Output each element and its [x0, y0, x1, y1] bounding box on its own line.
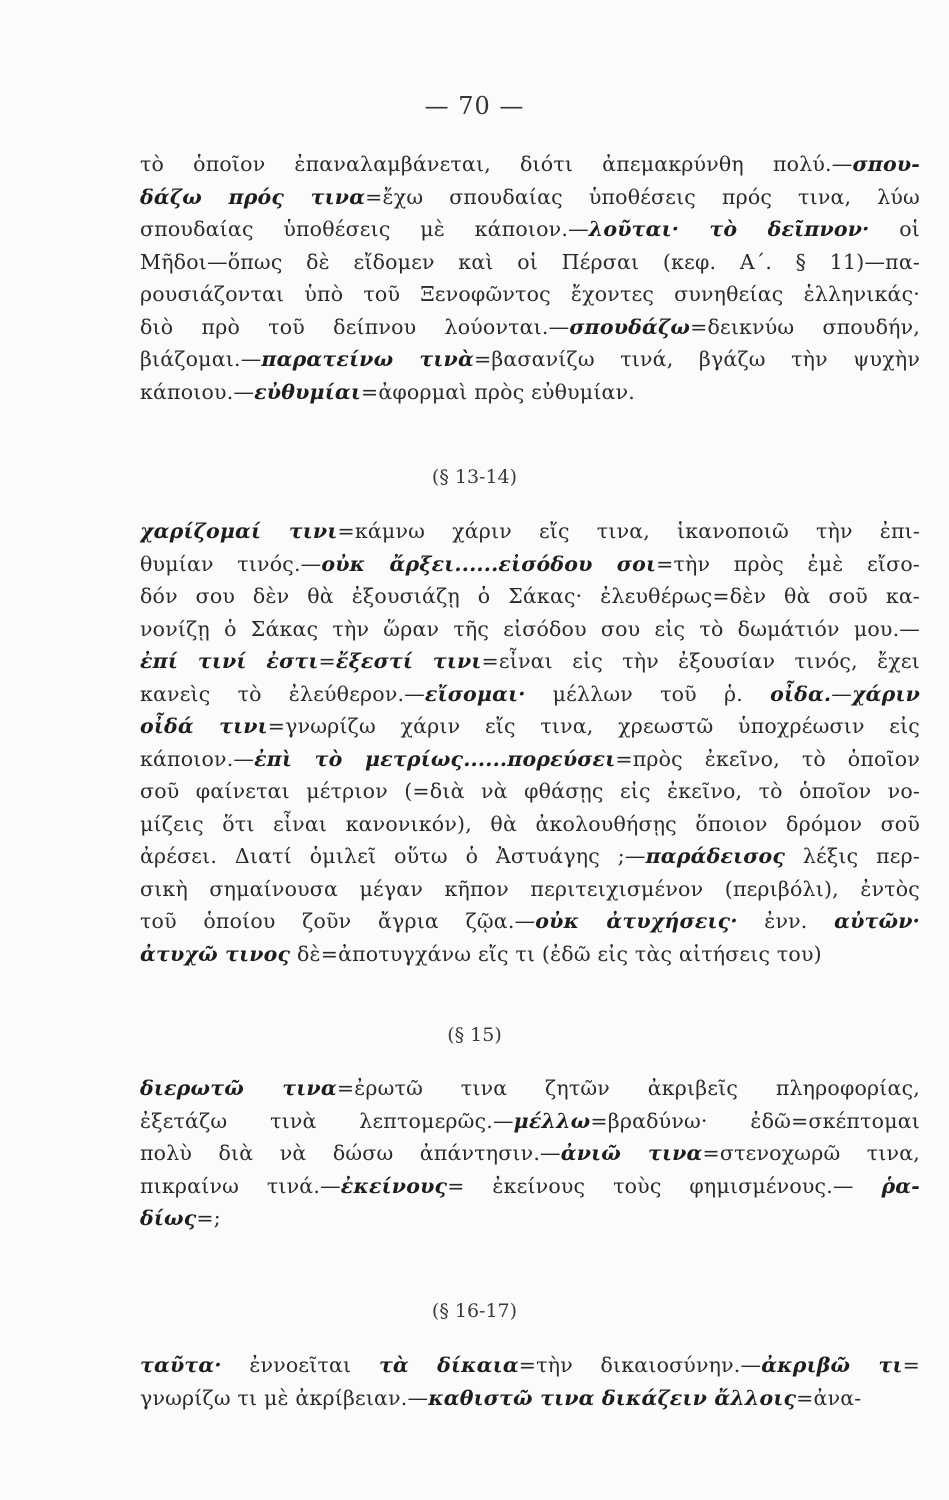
- gloss-text: σικὴ σημαίνουσα μέγαν κῆπον περιτειχισμένον (περιβόλι), ἐντὸς: [140, 876, 920, 901]
- gloss-text: =πρὸς ἐκεῖνο, τὸ ὁποῖον: [615, 746, 920, 771]
- text-line: [140, 1382, 920, 1415]
- text-line: [140, 548, 920, 581]
- text-line: [140, 905, 920, 938]
- headword: χαρίζομαί τινι: [140, 519, 338, 543]
- headword: εἴσομαι·: [424, 681, 526, 706]
- headword: σπου-: [852, 152, 920, 176]
- text-line: [140, 1105, 920, 1138]
- text-line: [140, 376, 920, 409]
- headword: ἀκριβῶ τι: [761, 1353, 903, 1377]
- text-line: [140, 278, 920, 311]
- gloss-text: τοῦ ὁποίου ζοῦν ἄγρια ζῷα.—: [140, 909, 536, 933]
- text-line: [140, 580, 920, 613]
- text-line: [140, 678, 920, 711]
- gloss-text: =γνωρίζω χάριν εἴς τινα, χρεωστῶ ὑποχρέωσιν εἰς: [267, 714, 920, 738]
- text-line: [140, 1170, 920, 1203]
- gloss-text: =: [902, 1353, 920, 1377]
- headword: αὐτῶν·: [834, 909, 920, 933]
- section-heading-16-17: (§ 16-17): [431, 1300, 518, 1322]
- text-line: [140, 1072, 920, 1105]
- headword: σπουδάζω: [569, 314, 691, 339]
- text-line: [140, 1202, 920, 1235]
- headword: χάριν: [851, 681, 920, 706]
- gloss-text: —: [831, 681, 852, 706]
- section-heading-13-14: (§ 13-14): [431, 466, 518, 488]
- gloss-text: λέξις περ-: [785, 844, 920, 868]
- headword: τὰ δίκαια: [378, 1353, 519, 1377]
- gloss-text: οἱ: [869, 217, 920, 241]
- text-line: [140, 873, 920, 906]
- gloss-text: =δεικνύω σπουδήν,: [690, 314, 920, 339]
- gloss-text: γνωρίζω τι μὲ ἀκρίβειαν.—: [140, 1385, 429, 1410]
- gloss-text: τὸ ὁποῖον ἐπαναλαμβάνεται, διότι ἀπεμακρύνθη πολύ.—: [140, 152, 853, 176]
- headword: δάζω πρός τινα: [140, 184, 366, 209]
- gloss-text: ἐξετάζω τινὰ λεπτομερῶς.—: [140, 1108, 514, 1133]
- gloss-text: =βασανίζω τινά, βγάζω τὴν ψυχὴν: [473, 347, 920, 371]
- headword: ἐπὶ τὸ μετρίως......πορεύσει: [254, 746, 616, 771]
- gloss-text: διὸ πρὸ τοῦ δείπνου λούονται.—: [140, 314, 570, 339]
- text-line: [140, 181, 920, 214]
- page-number: — 70 —: [424, 92, 525, 120]
- text-line: [140, 840, 920, 873]
- text-line: [140, 710, 920, 743]
- text-line: [140, 645, 920, 678]
- headword: ἐπί τινί ἐστι: [140, 649, 319, 673]
- text-line: [140, 515, 920, 548]
- section-heading-15: (§ 15): [447, 1024, 502, 1046]
- gloss-text: =ἐρωτῶ τινα ζητῶν ἀκριβεῖς πληροφορίας,: [336, 1076, 920, 1100]
- gloss-text: πικραίνω τινά.—: [140, 1173, 341, 1198]
- text-line: [140, 775, 920, 808]
- text-line: [140, 1349, 920, 1382]
- gloss-text: =βραδύνω· ἐδῶ=σκέπτομαι: [590, 1108, 920, 1133]
- gloss-text: ἀρέσει. Διατί ὁμιλεῖ οὕτω ὁ Ἀστυάγης ;—: [140, 844, 646, 868]
- headword: ῥα-: [881, 1173, 920, 1198]
- headword: καθιστῶ τινα δικάζειν ἄλλοις: [428, 1385, 797, 1410]
- headword: μέλλω: [513, 1108, 591, 1133]
- text-line: [140, 213, 920, 246]
- headword: ἔξεστί τινι: [335, 649, 482, 673]
- text-line: [140, 246, 920, 279]
- headword: παρατείνω τινὰ: [261, 347, 474, 371]
- gloss-text: =ἀφορμαὶ πρὸς εὐθυμίαν.: [360, 379, 635, 404]
- paragraph-1: [140, 148, 920, 408]
- gloss-text: κάποιου.—: [140, 379, 255, 404]
- gloss-text: σπουδαίας ὑποθέσεις μὲ κάποιον.—: [140, 217, 589, 241]
- gloss-text: σοῦ φαίνεται μέτριον (=διὰ νὰ φθάσῃς εἰς ἐκεῖνο, τὸ ὁποῖον νο-: [140, 779, 920, 803]
- gloss-text: ρουσιάζονται ὑπὸ τοῦ Ξενοφῶντος ἔχοντες συνηθείας ἑλληνικάς·: [140, 282, 920, 306]
- text-line: [140, 613, 920, 646]
- gloss-text: ἐνν.: [737, 909, 835, 933]
- text-line: [140, 938, 920, 971]
- headword: ἀτυχῶ τινος: [140, 941, 291, 966]
- paragraph-2: [140, 515, 920, 970]
- gloss-text: ἐννοεῖται: [221, 1353, 379, 1377]
- gloss-text: =τὴν δικαιοσύνην.—: [518, 1353, 762, 1377]
- gloss-text: δόν σου δὲν θὰ ἐξουσιάζῃ ὁ Σάκας· ἐλευθέρως=δὲν θὰ σοῦ κα-: [140, 584, 920, 608]
- gloss-text: μέλλων τοῦ ῥ.: [525, 681, 771, 706]
- headword: οἶδά τινι: [140, 714, 268, 738]
- gloss-text: βιάζομαι.—: [140, 347, 262, 371]
- paragraph-4: [140, 1349, 920, 1414]
- headword: παράδεισος: [645, 844, 786, 868]
- headword: ἐκείνους: [340, 1173, 448, 1198]
- gloss-text: νονίζῃ ὁ Σάκας τὴν ὥραν τῆς εἰσόδου σου εἰς τὸ δωμάτιόν μου.—: [140, 616, 920, 641]
- headword: λοῦται· τὸ δεῖπνον·: [588, 217, 870, 241]
- gloss-text: θυμίαν τινός.—: [140, 551, 322, 576]
- text-line: [140, 743, 920, 776]
- gloss-text: =τὴν πρὸς ἐμὲ εἴσο-: [656, 551, 920, 576]
- gloss-text: κάποιον.—: [140, 746, 255, 771]
- gloss-text: κανεὶς τὸ ἐλεύθερον.—: [140, 681, 425, 706]
- paragraph-3: [140, 1072, 920, 1235]
- headword: οὐκ ἄρξει......εἰσόδου σοι: [321, 551, 657, 576]
- headword: οὐκ ἀτυχήσεις·: [535, 909, 738, 933]
- text-line: [140, 311, 920, 344]
- headword: εὐθυμίαι: [254, 379, 361, 404]
- gloss-text: =: [318, 649, 336, 673]
- gloss-text: =εἶναι εἰς τὴν ἐξουσίαν τινός, ἔχει: [481, 649, 920, 673]
- gloss-text: δὲ=ἀποτυγχάνω εἴς τι (ἐδῶ εἰς τὰς αἰτήσεις του): [290, 941, 822, 966]
- text-line: [140, 1137, 920, 1170]
- headword: οἶδα.: [770, 681, 832, 706]
- gloss-text: μίζεις ὅτι εἶναι κανονικόν), θὰ ἀκολουθήσῃς ὅποιον δρόμον σοῦ: [140, 811, 920, 836]
- headword: διερωτῶ τινα: [140, 1076, 337, 1100]
- text-line: [140, 343, 920, 376]
- gloss-text: Μῆδοι—ὅπως δὲ εἴδομεν καὶ οἱ Πέρσαι (κεφ. Α΄. § 11)—πα-: [140, 249, 920, 274]
- gloss-text: =;: [196, 1206, 221, 1230]
- gloss-text: =ἀνα-: [796, 1385, 862, 1410]
- headword: ἀνιῶ τινα: [560, 1141, 703, 1165]
- gloss-text: =στενοχωρῶ τινα,: [702, 1141, 920, 1165]
- headword: δίως: [140, 1206, 197, 1230]
- gloss-text: =κάμνω χάριν εἴς τινα, ἱκανοποιῶ τὴν ἐπι-: [337, 519, 920, 543]
- text-line: [140, 148, 920, 181]
- gloss-text: =ἔχω σπουδαίας ὑποθέσεις πρός τινα, λύω: [365, 184, 920, 209]
- headword: ταῦτα·: [140, 1353, 222, 1377]
- gloss-text: = ἐκείνους τοὺς φημισμένους.—: [447, 1173, 882, 1198]
- text-line: [140, 808, 920, 841]
- gloss-text: πολὺ διὰ νὰ δώσω ἀπάντησιν.—: [140, 1141, 561, 1165]
